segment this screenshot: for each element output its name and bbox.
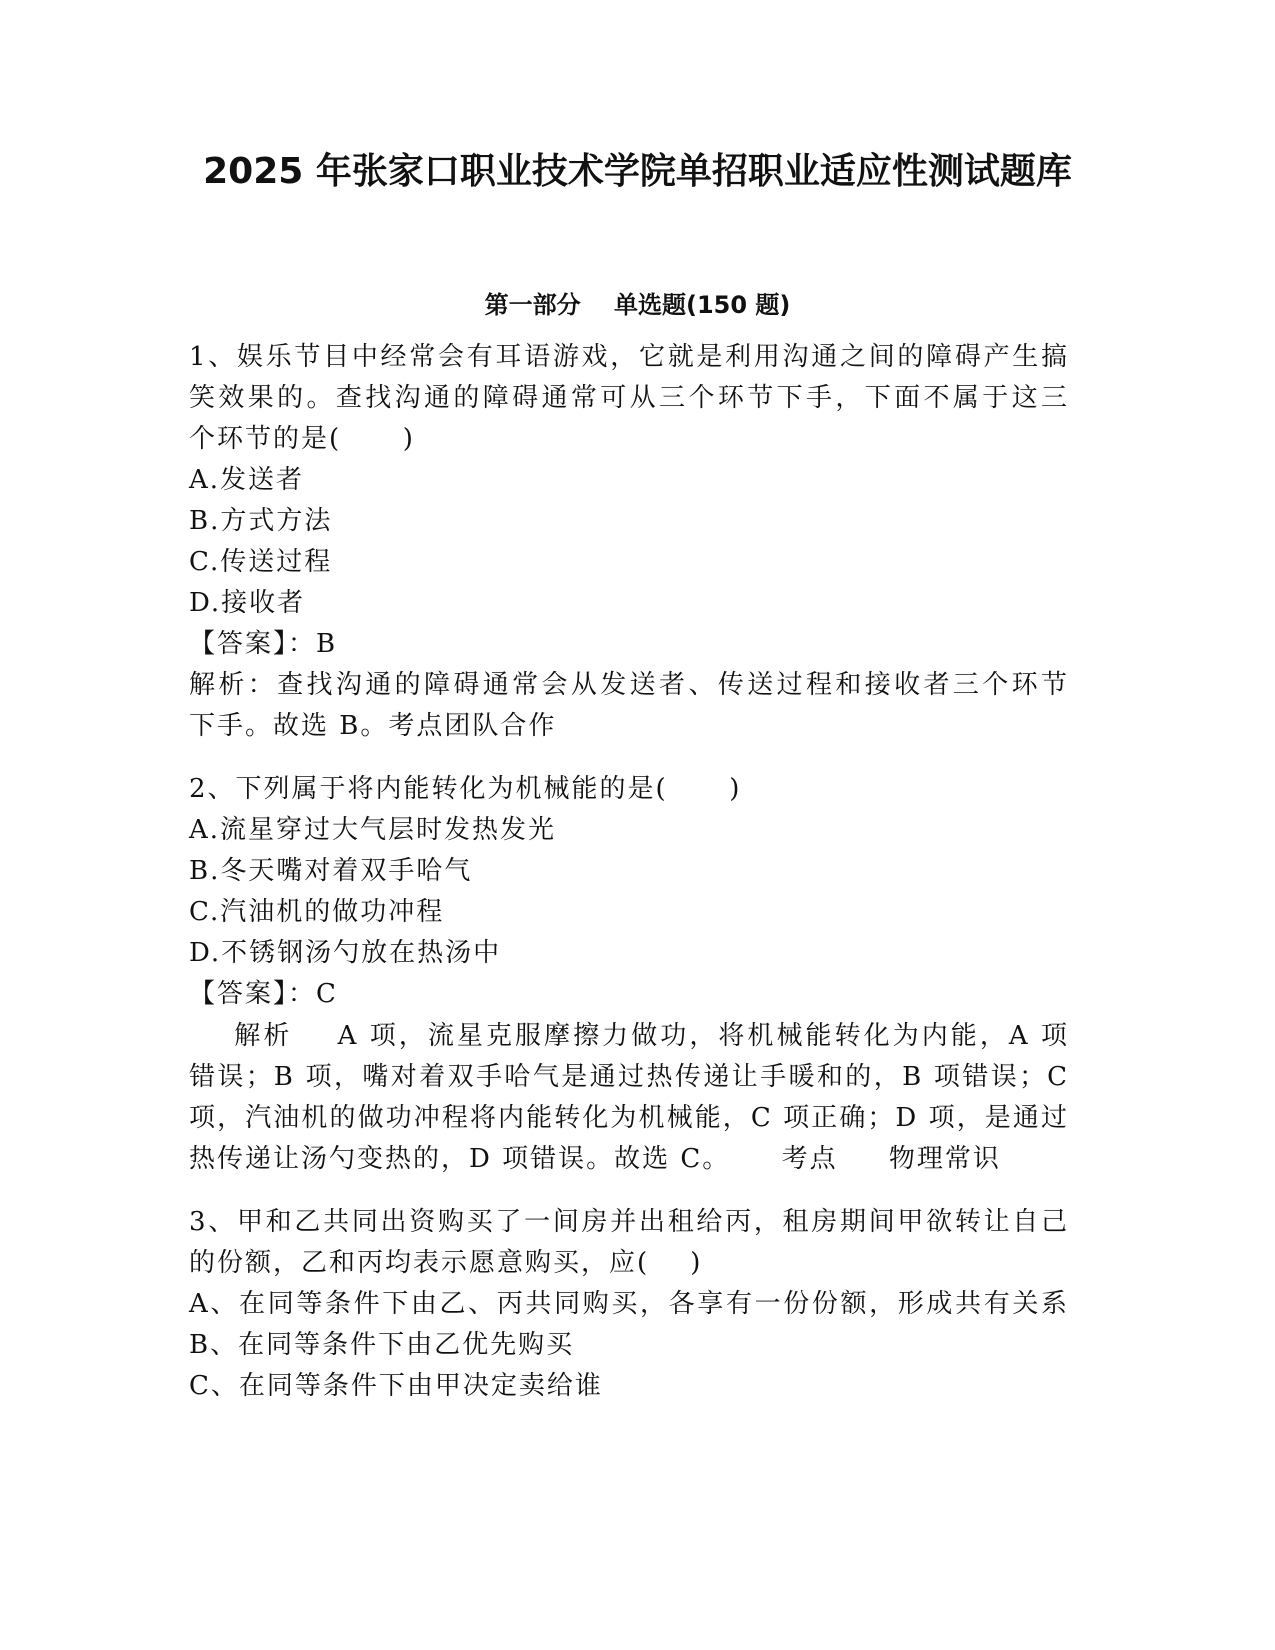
question-1-stem-line-1: 1、娱乐节目中经常会有耳语游戏，它就是利用沟通之间的障碍产生搞 xyxy=(189,342,1069,372)
question-1-stem-line-2: 笑效果的。查找沟通的障碍通常可从三个环节下手，下面不属于这三 xyxy=(189,383,1069,413)
question-2-analysis-line-2: 错误；B 项，嘴对着双手哈气是通过热传递让手暖和的，B 项错误；C xyxy=(189,1062,1069,1092)
question-3-stem-line-2: 的份额，乙和丙均表示愿意购买，应( ) xyxy=(189,1248,703,1278)
question-1-analysis-line-1: 解析：查找沟通的障碍通常会从发送者、传送过程和接收者三个环节 xyxy=(189,670,1069,700)
question-2-analysis-line-4: 热传递让汤勺变热的，D 项错误。故选 C。 考点 物理常识 xyxy=(189,1144,1001,1174)
question-1-option-c: C.传送过程 xyxy=(189,547,333,577)
question-2-analysis-line-1: 解析 A 项，流星克服摩擦力做功，将机械能转化为内能，A 项 xyxy=(189,1021,1069,1051)
question-3-option-b: B、在同等条件下由乙优先购买 xyxy=(189,1330,575,1360)
question-1-option-b: B.方式方法 xyxy=(189,506,333,536)
question-1-option-d: D.接收者 xyxy=(189,588,306,618)
question-1-option-a: A.发送者 xyxy=(189,465,305,495)
question-1-answer: 【答案】：B xyxy=(189,629,338,659)
question-3-stem-line-1: 3、甲和乙共同出资购买了一间房并出租给丙，租房期间甲欲转让自己 xyxy=(189,1207,1069,1237)
question-2-option-c: C.汽油机的做功冲程 xyxy=(189,897,445,927)
question-3-option-c: C、在同等条件下由甲决定卖给谁 xyxy=(189,1371,603,1401)
question-2-stem-line-1: 2、下列属于将内能转化为机械能的是( ) xyxy=(189,774,742,804)
question-2-option-d: D.不锈钢汤勺放在热汤中 xyxy=(189,938,502,968)
document-title: 2025 年张家口职业技术学院单招职业适应性测试题库 xyxy=(203,151,1072,192)
question-1-stem-line-3: 个环节的是( ) xyxy=(189,424,415,454)
question-2-option-a: A.流星穿过大气层时发热发光 xyxy=(189,815,557,845)
section-heading: 第一部分 单选题(150 题) xyxy=(484,291,791,319)
question-2-answer: 【答案】：C xyxy=(189,979,338,1009)
question-2-option-b: B.冬天嘴对着双手哈气 xyxy=(189,856,473,886)
question-2-analysis-line-3: 项，汽油机的做功冲程将内能转化为机械能，C 项正确；D 项，是通过 xyxy=(189,1103,1069,1133)
question-3-option-a: A、在同等条件下由乙、丙共同购买，各享有一份份额，形成共有关系 xyxy=(189,1289,1069,1319)
question-1-analysis-line-2: 下手。故选 B。考点团队合作 xyxy=(189,711,557,741)
